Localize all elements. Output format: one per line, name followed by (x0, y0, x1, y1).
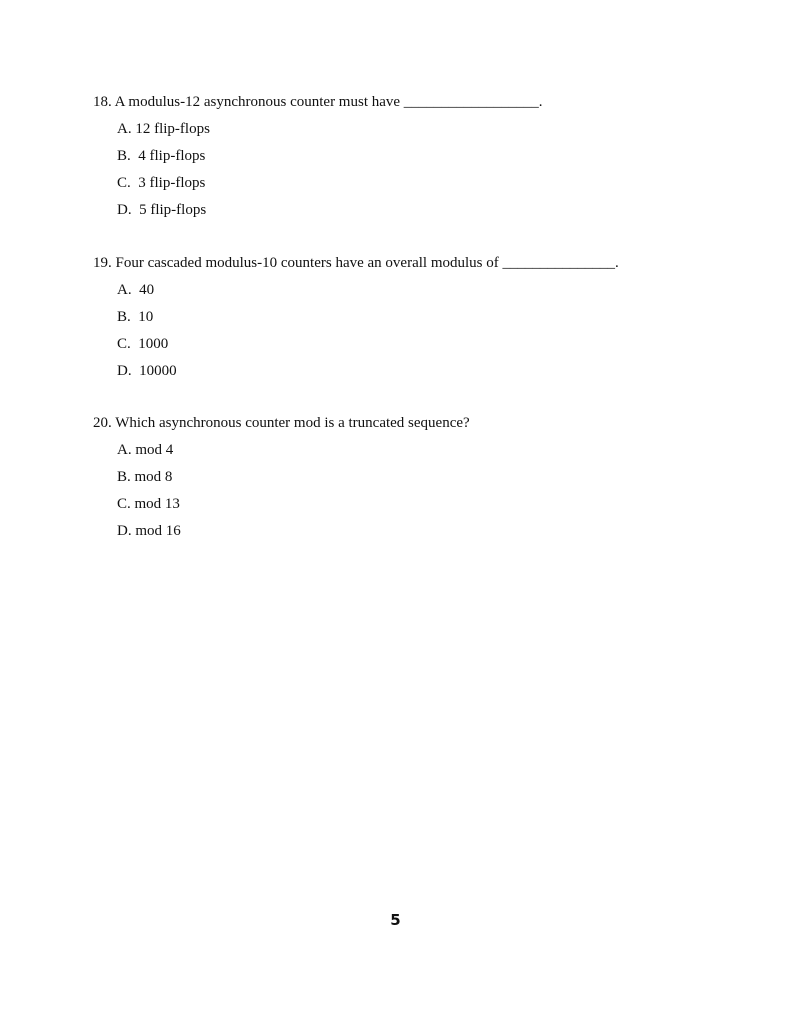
question-18 (93, 93, 693, 219)
option-a: A. 12 flip-flops (117, 121, 210, 137)
option-b: B. mod 8 (117, 469, 173, 485)
option-a: A. 40 (117, 282, 155, 298)
option-b: B. 4 flip-flops (117, 148, 206, 164)
option-d: D. 10000 (117, 363, 177, 379)
question-19 (93, 254, 693, 380)
option-d: D. mod 16 (117, 523, 181, 539)
option-c: C. 1000 (117, 336, 169, 352)
option-c: C. mod 13 (117, 496, 180, 512)
option-d: D. 5 flip-flops (117, 202, 207, 218)
page-number: 5 (390, 911, 401, 929)
answer-options (93, 120, 693, 219)
answer-options (93, 441, 693, 540)
question-20 (93, 414, 693, 540)
option-c: C. 3 flip-flops (117, 175, 206, 191)
question-stem: 18. A modulus-12 asynchronous counter must have __________________. (93, 94, 543, 110)
answer-options (93, 281, 693, 380)
option-a: A. mod 4 (117, 442, 174, 458)
option-b: B. 10 (117, 309, 154, 325)
question-stem: 20. Which asynchronous counter mod is a truncated sequence? (93, 415, 470, 431)
question-stem: 19. Four cascaded modulus-10 counters have an overall modulus of _______________. (93, 255, 619, 271)
